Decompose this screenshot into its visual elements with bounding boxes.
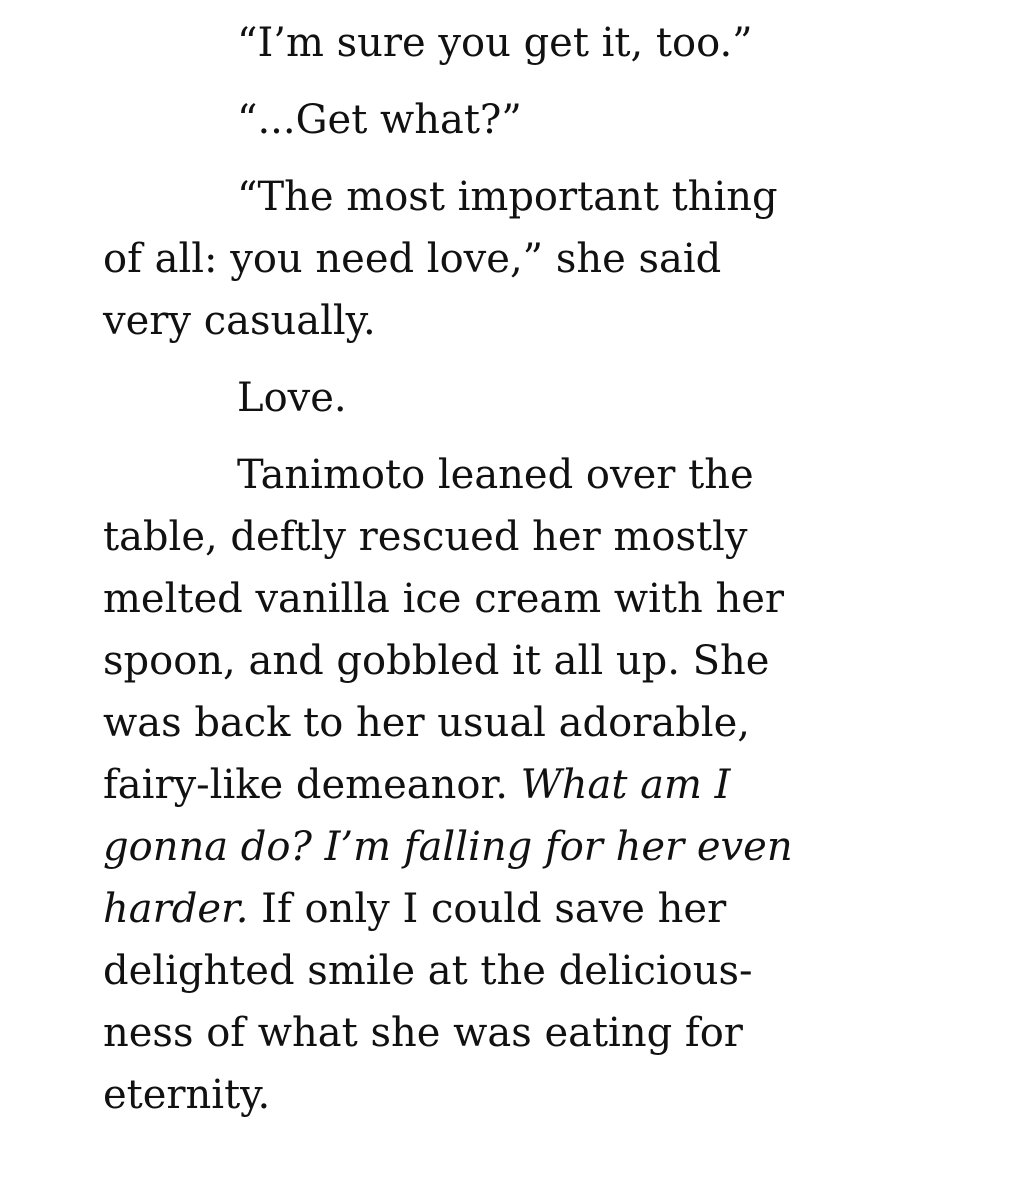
text-line	[103, 506, 903, 568]
paragraph-4	[103, 367, 903, 429]
text-line	[103, 444, 903, 506]
text-run: was back to her usual adorable,	[103, 700, 750, 746]
text-line	[103, 816, 903, 878]
text-line	[103, 1002, 903, 1064]
text-run: spoon, and gobbled it all up. She	[103, 638, 770, 684]
text-run: ness of what she was eating for	[103, 1010, 743, 1056]
text-line	[103, 228, 903, 290]
text-run: melted vanilla ice cream with her	[103, 576, 785, 622]
text-line	[103, 367, 903, 429]
paragraph-5	[103, 444, 903, 1126]
text-run: Tanimoto leaned over the	[237, 452, 754, 498]
paragraph-3	[103, 166, 903, 352]
italic-text-run: harder.	[103, 886, 249, 932]
text-line	[103, 1064, 903, 1126]
text-line	[103, 692, 903, 754]
paragraph-2	[103, 89, 903, 151]
text-run: “The most important thing	[237, 174, 778, 220]
text-run: fairy-like demeanor.	[103, 762, 521, 808]
italic-text-run: What am I	[520, 762, 731, 808]
text-run: eternity.	[103, 1072, 271, 1118]
text-line	[103, 630, 903, 692]
text-line	[103, 166, 903, 228]
text-run: If only I could save her	[248, 886, 727, 932]
paragraph-1	[103, 12, 903, 74]
text-run: “...Get what?”	[237, 97, 522, 143]
text-run: “I’m sure you get it, too.”	[237, 20, 753, 66]
text-run: delighted smile at the delicious-	[103, 948, 753, 994]
text-run: Love.	[237, 375, 347, 421]
text-line	[103, 754, 903, 816]
text-run: table, deftly rescued her mostly	[103, 514, 748, 560]
italic-text-run: gonna do? I’m falling for her even	[103, 824, 793, 870]
text-line	[103, 89, 903, 151]
text-run: of all: you need love,” she said	[103, 236, 722, 282]
text-line	[103, 568, 903, 630]
book-page	[103, 12, 903, 1141]
text-run: very casually.	[103, 298, 376, 344]
text-line	[103, 878, 903, 940]
text-line	[103, 940, 903, 1002]
text-line	[103, 290, 903, 352]
text-line	[103, 12, 903, 74]
